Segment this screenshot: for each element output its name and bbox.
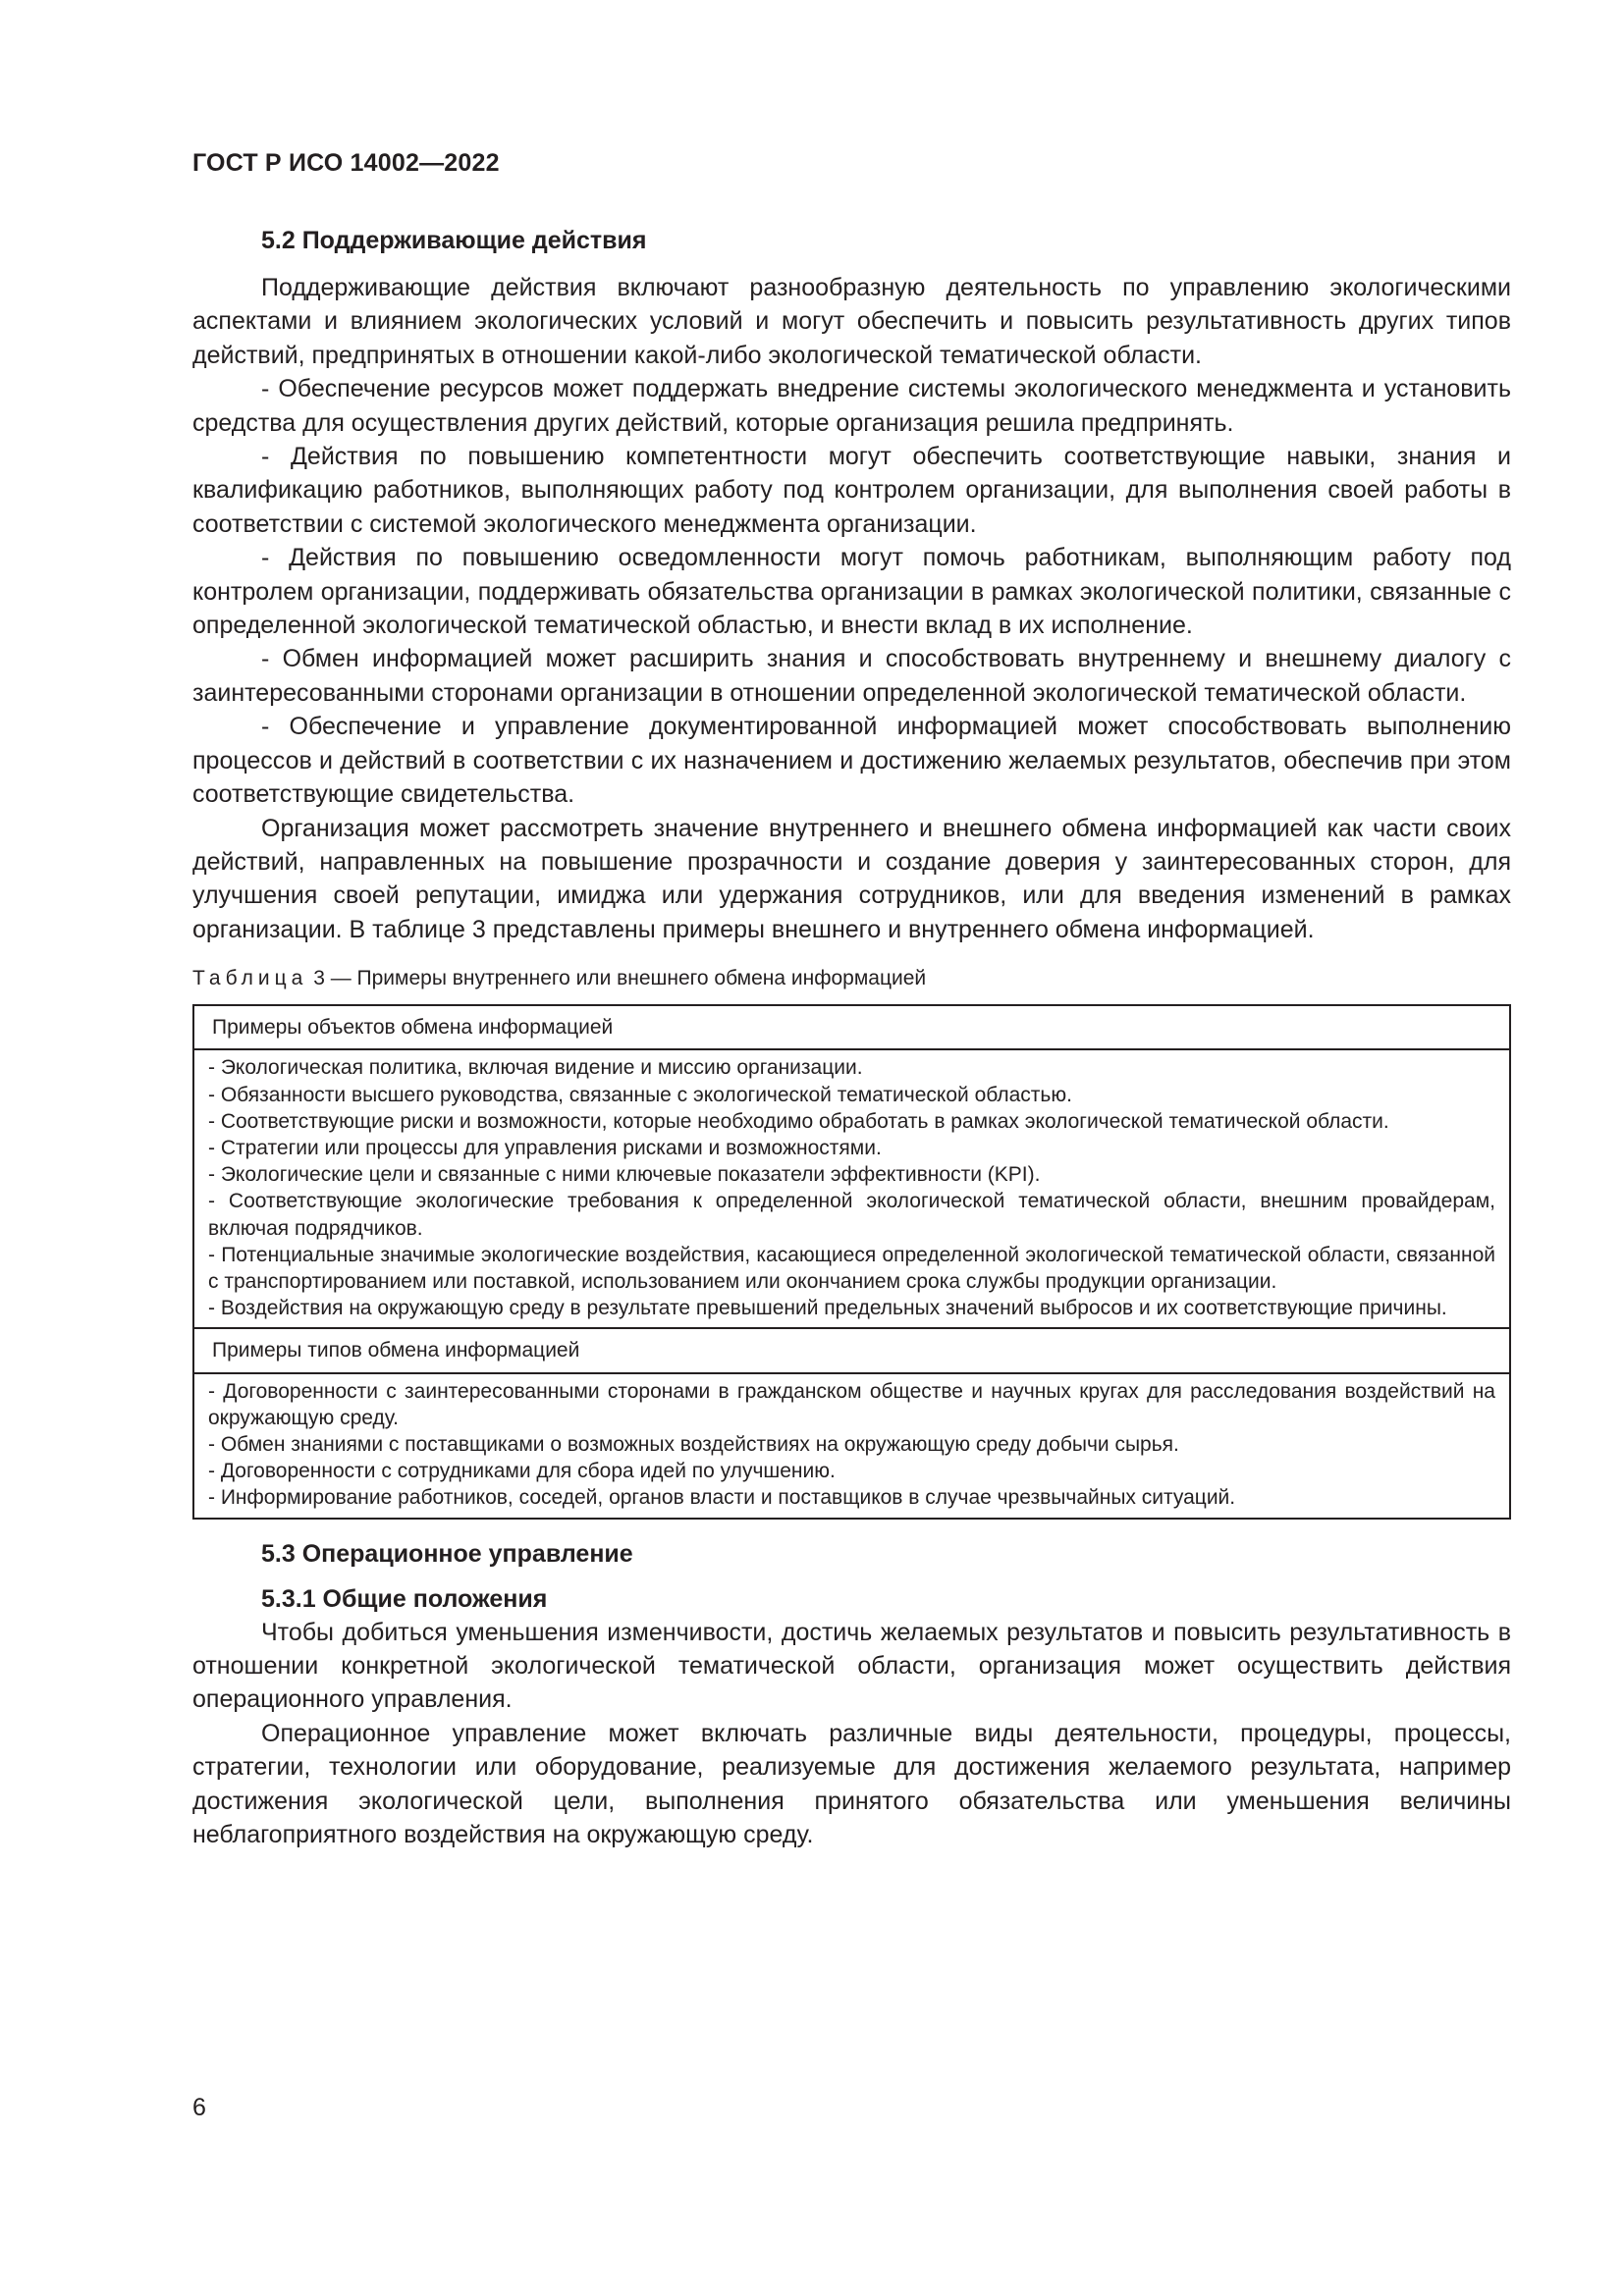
section-5-3-1-text [192,1616,1511,1852]
table-cell-objects [193,1049,1510,1328]
paragraph: - Обеспечение ресурсов может поддержать внедрение системы экологического менеджмента и установить средства для осуществления других действий, которые организация решила предпринять. [192,375,1511,437]
list-item: - Соответствующие риски и возможности, которые необходимо обработать в рамках экологической тематической области. [208,1109,1389,1133]
table-header-objects: Примеры объектов обмена информацией [193,1005,1510,1049]
paragraph: Поддерживающие действия включают разнообразную деятельность по управлению экологическими аспектами и влиянием экологических условий и могут обеспечить и повысить результативность других типов действий, предпринятых в отношении какой-либо экологической тематической области. [192,274,1511,369]
document-code-header: ГОСТ Р ИСО 14002—2022 [192,149,500,177]
list-item: - Экологическая политика, включая видение и миссию организации. [208,1056,863,1080]
section-5-2-title: 5.2 Поддерживающие действия [261,227,647,254]
list-item: - Потенциальные значимые экологические воздействия, касающиеся определенной экологической тематической области, связанной с транспортированием или поставкой, использованием или окончанием срока службы продукции организации. [208,1243,1495,1293]
paragraph: Операционное управление может включать различные виды деятельности, процедуры, процессы, стратегии, технологии или оборудование, реализуемые для достижения желаемого результата, например достижения экологической цели, выполнения принятого обязательства или уменьшения величины неблагоприятного воздействия на окружающую среду. [192,1719,1511,1849]
list-item: - Обязанности высшего руководства, связанные с экологической тематической областью. [208,1083,1072,1106]
list-item: - Воздействия на окружающую среду в результате превышений предельных значений выбросов и их соответствующие причины. [208,1297,1447,1320]
table-row [193,1005,1510,1049]
list-item: - Соответствующие экологические требования к определенной экологической тематической области, внешним провайдерам, включая подрядчиков. [208,1190,1495,1240]
table-3 [192,1004,1511,1519]
list-item: - Информирование работников, соседей, органов власти и поставщиков в случае чрезвычайных ситуаций. [208,1486,1236,1510]
page-number: 6 [192,2094,206,2121]
list-item: - Договоренности с сотрудниками для сбора идей по улучшению. [208,1460,836,1483]
list-item: - Стратегии или процессы для управления рисками и возможностями. [208,1136,882,1159]
list-item: - Обмен знаниями с поставщиками о возможных воздействиях на окружающую среду добычи сырья. [208,1432,1179,1456]
section-5-3-1-title: 5.3.1 Общие положения [261,1584,548,1613]
table-row [193,1328,1510,1372]
section-5-2-text [192,271,1511,946]
list-item: - Экологические цели и связанные с ними ключевые показатели эффективности (KPI). [208,1163,1041,1187]
paragraph: - Действия по повышению осведомленности могут помочь работникам, выполняющим работу под контролем организации, поддерживать обязательства организации в рамках экологической политики, связанные с определенной экологической тематической областью, и внести вклад в их исполнение. [192,544,1511,640]
table-cell-types [193,1373,1510,1519]
paragraph: - Обмен информацией может расширить знания и способствовать внутреннему и внешнему диалогу с заинтересованными сторонами организации в отношении определенной экологической тематической области. [192,645,1511,707]
list-item: - Договоренности с заинтересованными сторонами в гражданском обществе и научных кругах для расследования воздействий на окружающую среду. [208,1379,1495,1429]
table-header-types: Примеры типов обмена информацией [193,1328,1510,1372]
table-row [193,1373,1510,1519]
paragraph: Организация может рассмотреть значение внутреннего и внешнего обмена информацией как части своих действий, направленных на повышение прозрачности и создание доверия у заинтересованных сторон, для улучшения своей репутации, имиджа или удержания сотрудников, или для введения изменений в рамках организации. В таблице 3 представлены примеры внешнего и внутреннего обмена информацией. [192,814,1511,943]
paragraph: Чтобы добиться уменьшения изменчивости, достичь желаемых результатов и повысить результативность в отношении конкретной экологической тематической области, организация может осуществить действия операционного управления. [192,1618,1511,1714]
table-caption-text: 3 — Примеры внутреннего или внешнего обмена информацией [313,967,927,990]
section-5-3-title: 5.3 Операционное управление [261,1539,633,1568]
document-page [192,0,1511,2296]
paragraph: - Обеспечение и управление документированной информацией может способствовать выполнению процессов и действий в соответствии с их назначением и достижению желаемых результатов, обеспечив при этом соответствующие свидетельства. [192,713,1511,809]
document-body [192,224,1511,1851]
table-row [193,1049,1510,1328]
paragraph: - Действия по повышению компетентности могут обеспечить соответствующие навыки, знания и квалификацию работников, выполняющих работу под контролем организации, для выполнения своей работы в соответствии с системой экологического менеджмента организации. [192,443,1511,538]
table-caption-word: Таблица [192,967,308,990]
table-caption [192,964,1511,993]
